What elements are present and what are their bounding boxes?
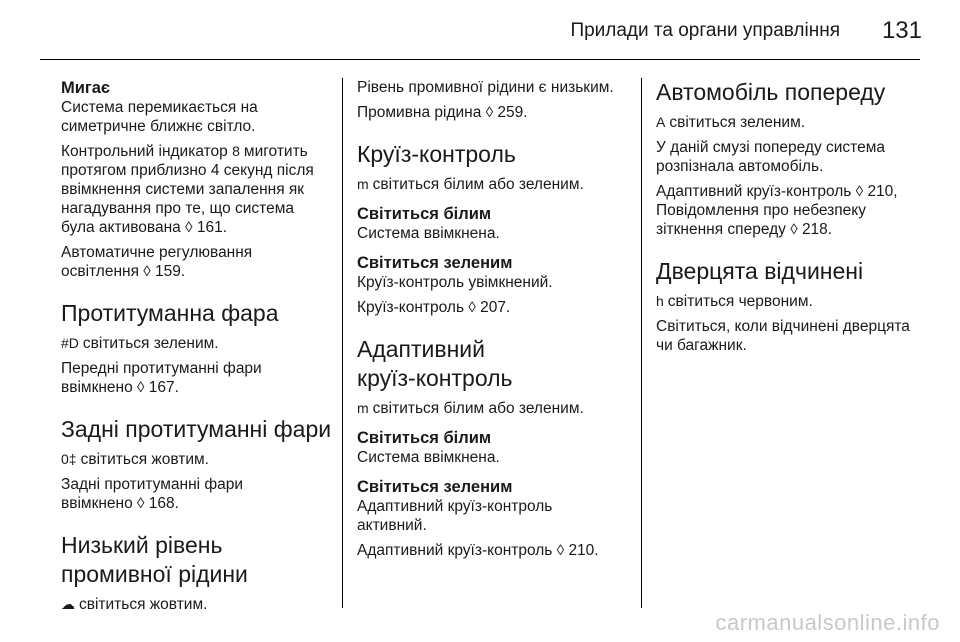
page-reference[interactable]: 167. (148, 379, 179, 396)
subsection-title: Світиться зеленим (357, 254, 513, 272)
text-line: ввімкнено ◊ 167. (61, 379, 179, 396)
door-open-icon: h (656, 293, 664, 309)
column-divider (641, 78, 642, 608)
page-reference[interactable]: 168. (148, 495, 179, 512)
xref-icon: ◊ (143, 263, 151, 280)
text-line: Автоматичне регулювання (61, 244, 253, 261)
subsection-title: Світиться білим (357, 205, 492, 223)
text-line: Контрольний індикатор 8 миготить (61, 143, 308, 160)
text-line: Система ввімкнена. (357, 449, 500, 466)
page-reference[interactable]: 259. (497, 104, 528, 121)
washer-fluid-icon: ☁ (61, 596, 75, 612)
xref-icon: ◊ (485, 104, 494, 121)
text-line: була активована ◊ 161. (61, 219, 228, 236)
text-line: Світиться, коли відчинені дверцята (656, 318, 910, 335)
text-line: симетричне ближнє світло. (61, 118, 256, 135)
watermark: carmanualsonline.info (715, 610, 940, 635)
text-line: нагадування про те, що система (61, 200, 294, 217)
adaptive-cruise-control-icon: m (357, 400, 369, 416)
section-title: Адаптивний (357, 336, 486, 362)
page-reference[interactable]: 207. (480, 299, 511, 316)
section-title: Задні протитуманні фари (61, 416, 332, 442)
section-title: Протитуманна фара (61, 300, 279, 326)
text-line: m світиться білим або зеленим. (357, 400, 584, 417)
page-number: 131 (881, 17, 922, 44)
text-line: протягом приблизно 4 секунд після (61, 162, 314, 179)
xref-icon: ◊ (790, 221, 798, 238)
text-line: Рівень промивної рідини є низьким. (357, 79, 614, 96)
section-title: Мигає (61, 79, 111, 97)
text-line: Адаптивний круїз-контроль ◊ 210, (656, 183, 898, 200)
vehicle-ahead-icon: A (656, 114, 666, 130)
text-line: Круїз-контроль увімкнений. (357, 274, 553, 291)
page-reference[interactable]: 210. (568, 542, 599, 559)
section-title: Дверцята відчинені (656, 258, 864, 284)
xref-icon: ◊ (137, 379, 145, 396)
text-line: Система перемикається на (61, 99, 258, 116)
text-line: активний. (357, 517, 427, 534)
column-2 (357, 78, 629, 560)
header-rule (40, 59, 920, 60)
column-divider (342, 78, 343, 608)
text-line: ввімкнено ◊ 168. (61, 495, 179, 512)
header-title: Прилади та органи управління (570, 20, 840, 41)
text-line: ☁ світиться жовтим. (61, 596, 208, 613)
section-title: промивної рідини (61, 561, 248, 587)
text-line: Круїз-контроль ◊ 207. (357, 299, 511, 316)
xref-icon: ◊ (468, 299, 476, 316)
section-title: Низький рівень (61, 532, 223, 558)
page-reference[interactable]: 159. (155, 263, 186, 280)
page-header (0, 0, 960, 62)
page-reference[interactable]: 218. (801, 221, 833, 238)
text-line: A світиться зеленим. (656, 114, 806, 131)
text-line: h світиться червоним. (656, 293, 813, 310)
xref-icon: ◊ (137, 495, 145, 512)
subsection-title: Світиться зеленим (357, 478, 513, 496)
text-line: чи багажник. (656, 337, 747, 354)
text-line: Передні протитуманні фари (61, 360, 262, 377)
page-reference[interactable]: 161. (196, 219, 228, 236)
rear-fog-light-icon: 0‡ (61, 451, 77, 467)
text-line: освітлення ◊ 159. (61, 263, 186, 280)
text-line: Адаптивний круїз-контроль ◊ 210. (357, 542, 599, 559)
text-line: ввімкнення системи запалення як (61, 181, 305, 198)
front-fog-light-icon: #D (61, 335, 79, 351)
xref-icon: ◊ (556, 542, 565, 559)
text-line: m світиться білим або зеленим. (357, 176, 584, 193)
cruise-control-icon: m (357, 176, 369, 192)
xref-icon: ◊ (185, 219, 193, 236)
page-reference[interactable]: 210, (867, 183, 898, 200)
text-line: Повідомлення про небезпеку (656, 202, 866, 219)
text-line: #D світиться зеленим. (61, 335, 219, 352)
column-3 (656, 78, 928, 355)
section-title: круїз-контроль (357, 365, 513, 391)
text-line: Промивна рідина ◊ 259. (357, 104, 528, 121)
indicator-icon: 8 (232, 143, 240, 159)
text-line: У даній смузі попереду система (656, 139, 885, 156)
text-line: Задні протитуманні фари (61, 476, 244, 493)
text-line: розпізнала автомобіль. (656, 158, 824, 175)
text-line: зіткнення спереду ◊ 218. (656, 221, 833, 238)
xref-icon: ◊ (855, 183, 864, 200)
section-title: Автомобіль попереду (656, 79, 886, 105)
text-line: Адаптивний круїз-контроль (357, 498, 553, 515)
text-line: 0‡ світиться жовтим. (61, 451, 209, 468)
column-1 (61, 78, 333, 614)
text-line: Система ввімкнена. (357, 225, 500, 242)
subsection-title: Світиться білим (357, 429, 492, 447)
section-title: Круїз-контроль (357, 141, 516, 167)
